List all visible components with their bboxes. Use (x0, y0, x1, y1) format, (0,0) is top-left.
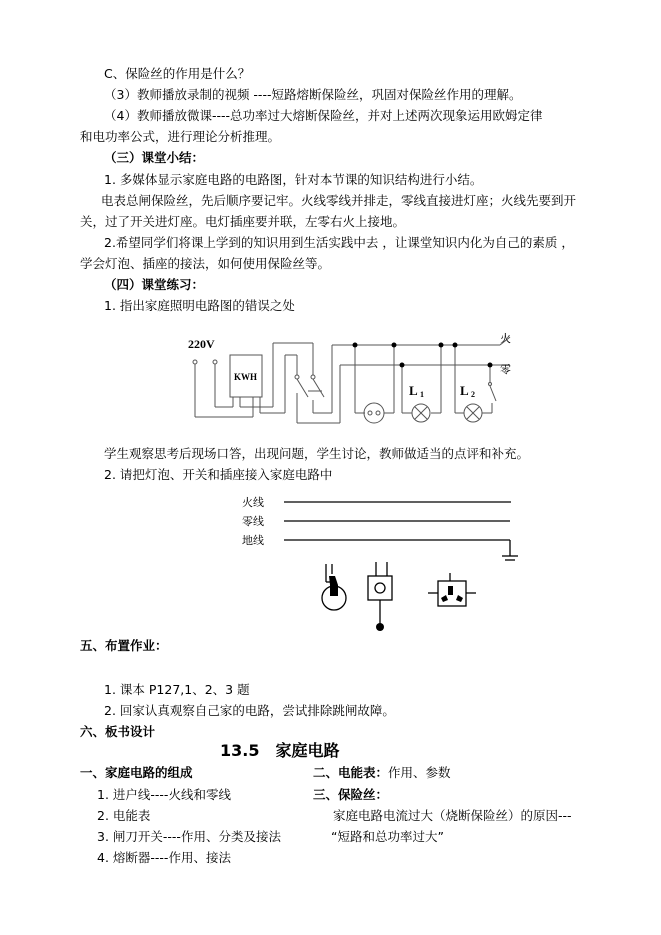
summary-rhyme: 电表总闸保险丝，先后顺序要记牢。火线零线并排走，零线直接进灯座；火线先要到开 (101, 193, 577, 208)
circuit-diagram-errors (180, 325, 525, 435)
step-4: （4）教师播放微课----总功率过大熔断保险丝，并对上述两次现象运用欧姆定律 (104, 108, 543, 123)
summary-item-1: 1. 多媒体显示家庭电路的电路图，针对本节课的知识结构进行小结。 (104, 172, 483, 187)
practice-item-2: 2. 请把灯泡、开关和插座接入家庭电路中 (104, 467, 333, 482)
summary-item-2-continued: 学会灯泡、插座的接法，如何使用保险丝等。 (80, 256, 331, 271)
neutral-label: 零 (500, 363, 511, 376)
homework-heading: 五、布置作业： (80, 638, 168, 653)
board-left-item: 4. 熔断器----作用、接法 (97, 850, 231, 865)
ground-wire-label: 地线 (242, 534, 264, 547)
voltage-label: 220V (188, 337, 215, 351)
step-3: （3）教师播放录制的视频 ----短路熔断保险丝，巩固对保险丝作用的理解。 (104, 87, 522, 102)
board-fuse-reason: “短路和总功率过大” (331, 829, 444, 844)
homework-item-2: 2. 回家认真观察自己家的电路，尝试排除跳闸故障。 (104, 703, 395, 718)
board-title: 13.5 家庭电路 (220, 741, 340, 760)
board-meter-text: 作用、参数 (388, 765, 451, 780)
lamp-1-label: L (409, 383, 418, 398)
practice-item-1: 1. 指出家庭照明电路图的错误之处 (104, 298, 295, 313)
summary-rhyme-continued: 关，过了开关进灯座。电灯插座要并联，左零右火上接地。 (80, 214, 406, 229)
board-left-item: 1. 进户线----火线和零线 (97, 787, 231, 802)
summary-heading: （三）课堂小结： (104, 150, 205, 165)
board-heading: 六、板书设计 (80, 724, 156, 739)
question-c: C、保险丝的作用是什么？ (104, 66, 251, 81)
homework-item-1: 1. 课本 P127,1、2、3 题 (104, 682, 250, 697)
meter-label: KWH (234, 372, 258, 382)
live-wire-label: 火线 (242, 496, 264, 509)
lamp-1-subscript: 1 (420, 390, 424, 399)
circuit-diagram-wiring (240, 490, 530, 640)
live-label: 火 (500, 332, 511, 345)
board-fuse-heading: 三、保险丝： (313, 787, 389, 802)
board-left-heading: 一、家庭电路的组成 (80, 765, 193, 780)
summary-item-2: 2.希望同学们将课上学到的知识用到生活实践中去 ，让课堂知识内化为自己的素质 ， (104, 235, 574, 250)
board-fuse-text: 家庭电路电流过大（烧断保险丝）的原因--- (333, 808, 572, 823)
board-left-item: 2. 电能表 (97, 808, 151, 823)
practice-heading: （四）课堂练习： (104, 277, 205, 292)
lamp-2-subscript: 2 (471, 390, 475, 399)
step-4-continued: 和电功率公式，进行理论分析推理。 (80, 129, 281, 144)
board-meter-section (313, 765, 451, 781)
student-response: 学生观察思考后现场口答，出现问题，学生讨论，教师做适当的点评和补充。 (104, 446, 530, 461)
board-meter-heading: 二、电能表： (313, 765, 389, 780)
lamp-2-label: L (460, 383, 469, 398)
board-left-item: 3. 闸刀开关----作用、分类及接法 (97, 829, 281, 844)
neutral-wire-label: 零线 (242, 515, 264, 528)
